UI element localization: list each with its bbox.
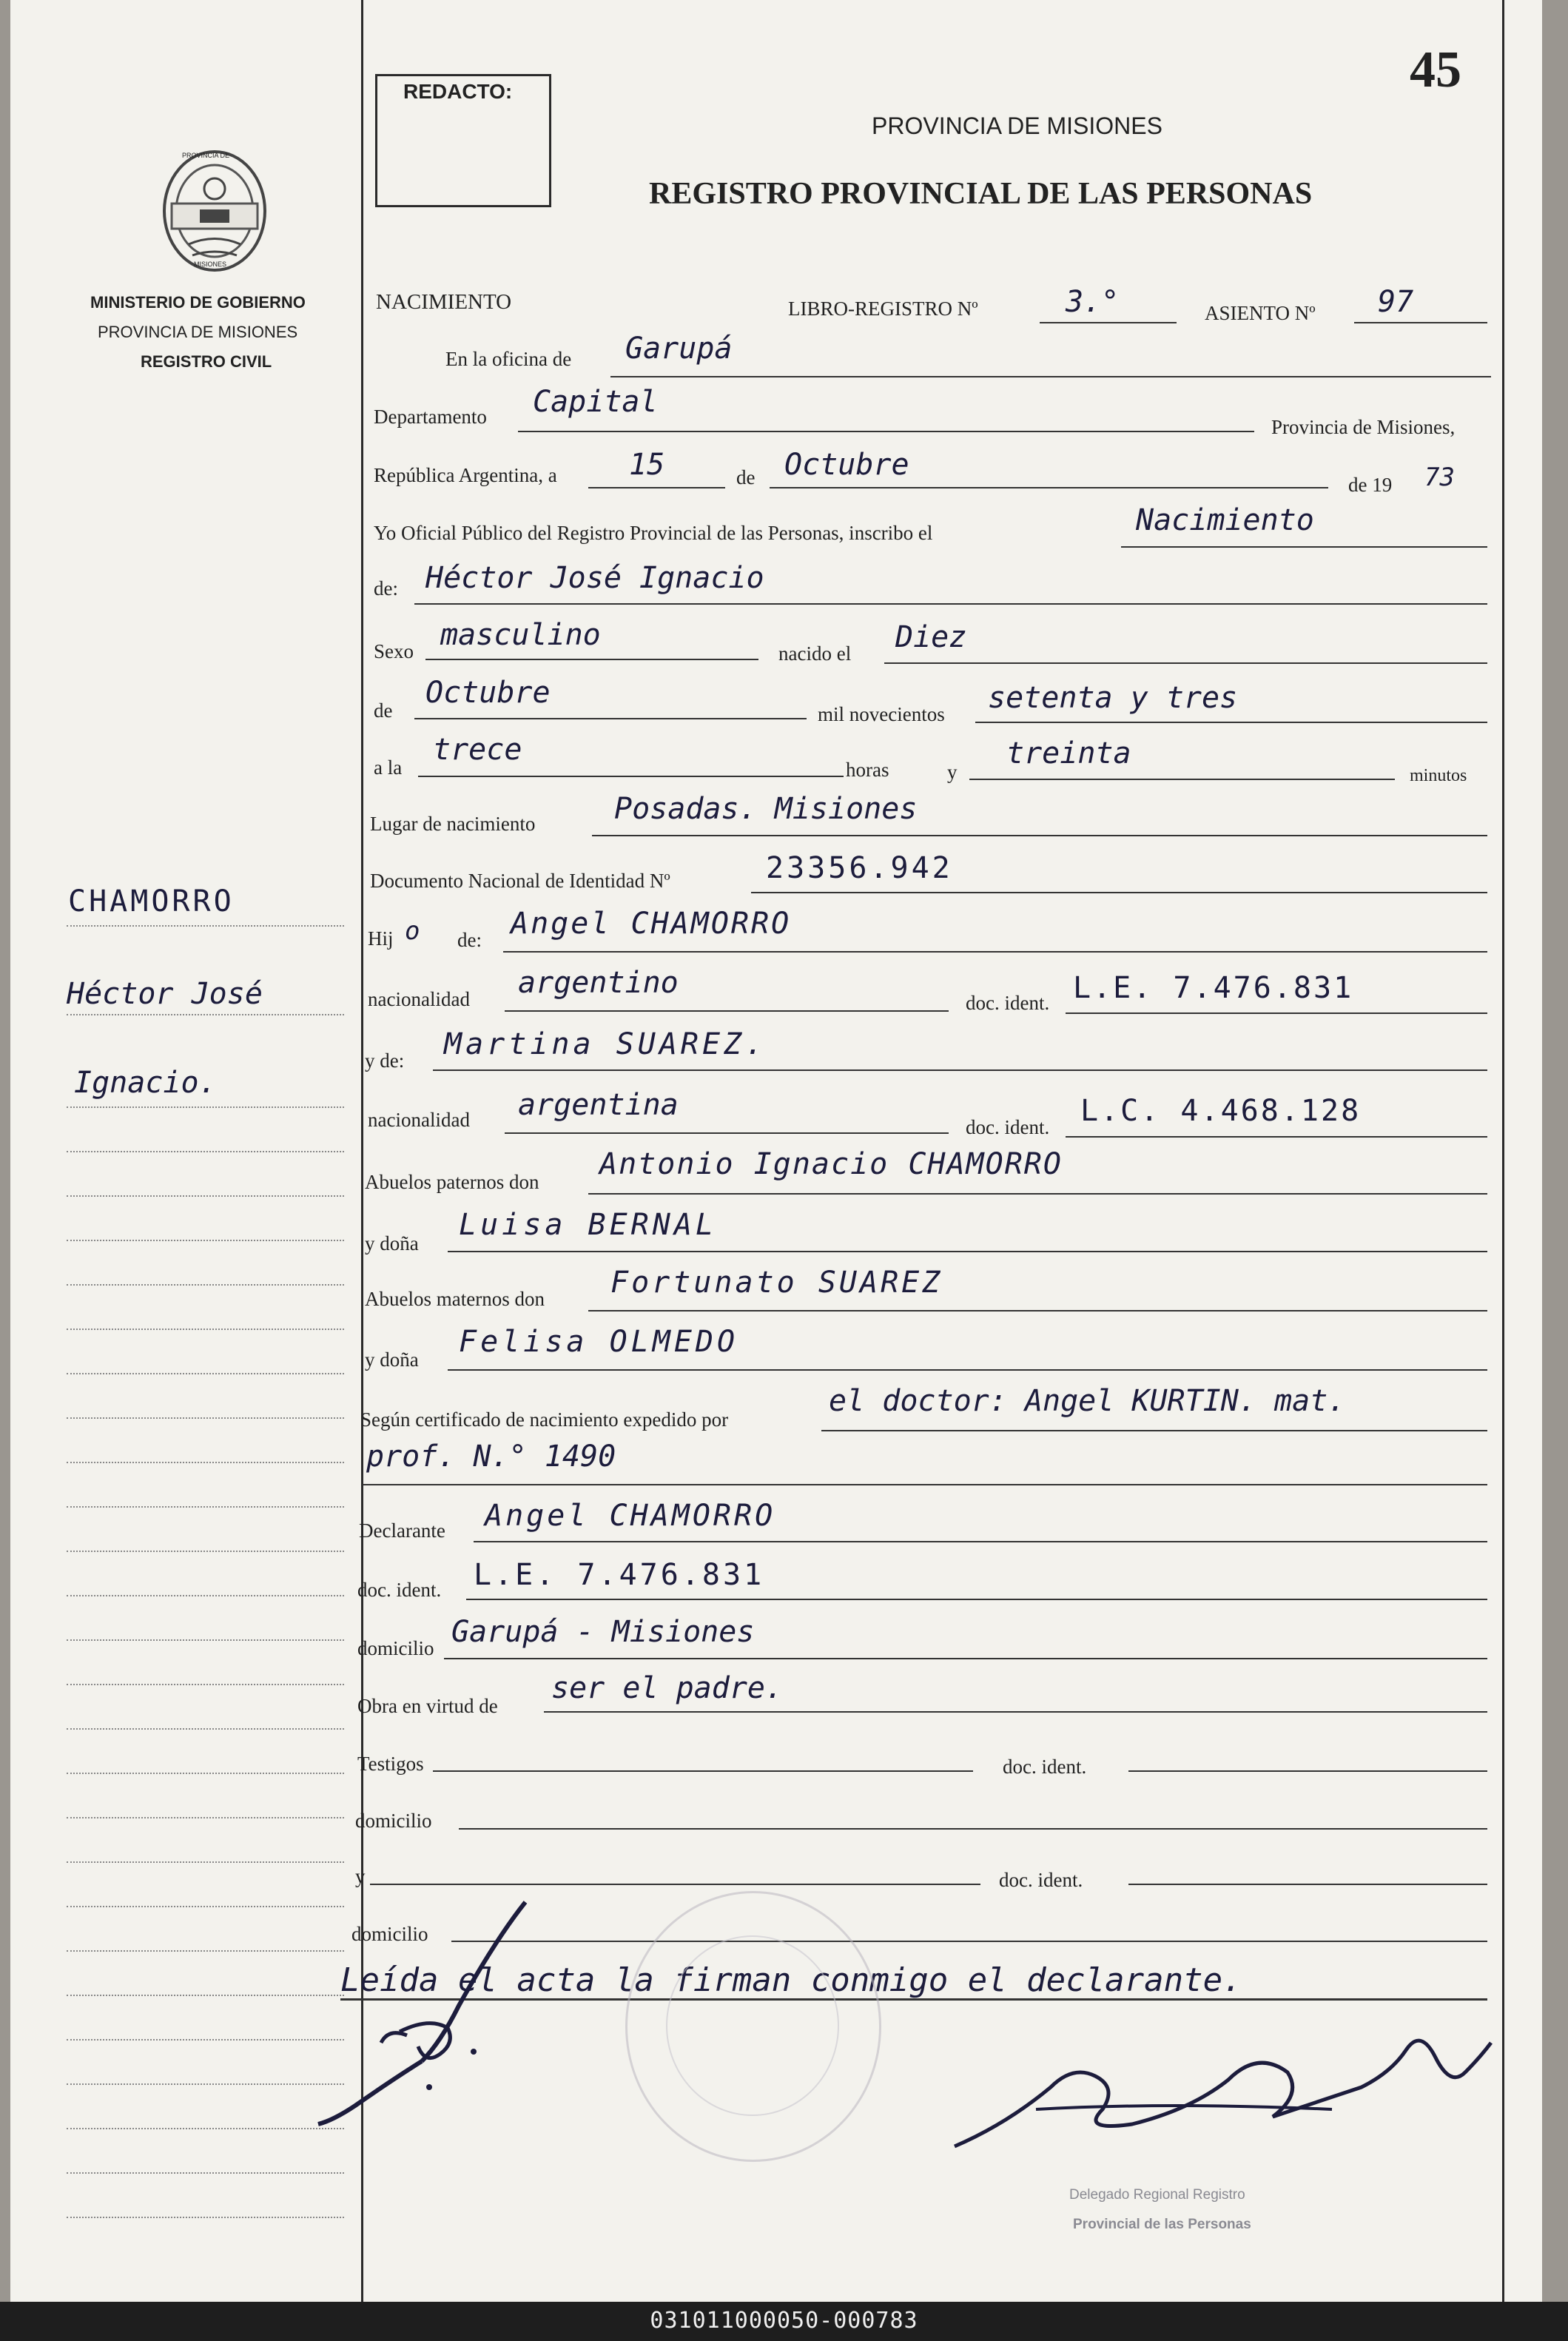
dni-underline (751, 892, 1487, 893)
nacido-anio-underline (975, 722, 1487, 723)
provincia-label: Provincia de Misiones, (1271, 416, 1456, 438)
horas-label: horas (846, 759, 889, 781)
abuelo-mat-underline (588, 1310, 1487, 1311)
margin-given1: Héctor José (67, 977, 263, 1011)
margin-rule (67, 1773, 344, 1774)
official-seal-stamp-inner (666, 1935, 839, 2116)
declarante-doc-underline (466, 1599, 1487, 1600)
margin-rule (67, 925, 344, 927)
lugar-value: Posadas. Misiones (614, 792, 918, 826)
page-number: 45 (1410, 41, 1461, 98)
madre-value: Martina SUAREZ. (444, 1027, 767, 1061)
declarante-doc-value: L.E. 7.476.831 (474, 1558, 765, 1592)
de-nombre-label: de: (374, 577, 398, 599)
nacido-mes-value: Octubre (425, 676, 551, 710)
dia-underline (588, 487, 725, 488)
hijo-label: Hij (368, 927, 394, 950)
mes-underline (770, 487, 1328, 488)
testigos-underline (433, 1770, 973, 1772)
lugar-underline (592, 835, 1487, 836)
testigo-domicilio-underline (459, 1828, 1487, 1830)
redacto-label: REDACTO: (403, 80, 513, 103)
margin-rule (67, 2083, 344, 2085)
padre-doc-value: L.E. 7.476.831 (1073, 971, 1354, 1005)
header-province: PROVINCIA DE MISIONES (872, 112, 1162, 139)
sexo-label: Sexo (374, 640, 414, 662)
seal-bottom-text: MISIONES (194, 261, 227, 268)
nacido-dia-underline (884, 662, 1487, 664)
certificado-label: Según certificado de nacimiento expedido por (360, 1408, 729, 1431)
abuelo-mat-value: Fortunato SUAREZ (610, 1266, 943, 1300)
testigos-label: Testigos (357, 1753, 424, 1775)
minutos-label: minutos (1410, 766, 1467, 785)
ala-label: a la (374, 756, 403, 779)
testigo2-doc-underline (1128, 1884, 1487, 1885)
margin-rule (67, 1684, 344, 1685)
dia-value: 15 (629, 448, 665, 482)
testigo-doc-label: doc. ident. (1003, 1756, 1087, 1778)
abuelo-pat-underline (588, 1193, 1487, 1195)
departamento-label: Departamento (374, 406, 487, 428)
margin-rule (67, 1595, 344, 1596)
asiento-label: ASIENTO Nº (1205, 302, 1316, 324)
obra-underline (544, 1711, 1487, 1713)
padre-underline (503, 951, 1487, 953)
margin-rule (67, 1950, 344, 1952)
mil-label: mil novecientos (818, 703, 945, 725)
padre-doc-underline (1066, 1012, 1487, 1014)
nombre-value: Héctor José Ignacio (425, 561, 764, 595)
asiento-value: 97 (1378, 285, 1414, 319)
margin-rule (67, 1106, 344, 1108)
margin-rule (67, 1151, 344, 1152)
anio-value: 73 (1424, 463, 1455, 492)
de2-label: de (374, 699, 393, 722)
madre-doc-underline (1066, 1136, 1487, 1138)
domicilio-value: Garupá - Misiones (451, 1615, 755, 1649)
nacido-label: nacido el (778, 642, 852, 665)
certificado-value: el doctor: Angel KURTIN. mat. (829, 1384, 1346, 1418)
nacido-anio-value: setenta y tres (988, 681, 1238, 715)
margin-rule (67, 1195, 344, 1197)
mes-value: Octubre (784, 448, 909, 482)
sexo-underline (425, 659, 758, 660)
testigo2-underline (370, 1884, 980, 1885)
padre-nac-underline (505, 1010, 949, 1012)
madre-doc-value: L.C. 4.468.128 (1080, 1094, 1362, 1128)
yde-label: y de: (365, 1049, 405, 1072)
hijo-suffix: o (405, 916, 420, 946)
domicilio-underline (444, 1658, 1487, 1659)
document-id: 031011000050-000783 (650, 2308, 918, 2334)
republica-label: República Argentina, a (374, 464, 557, 486)
seal-top-text: PROVINCIA DE (182, 152, 230, 159)
declarante-underline (474, 1541, 1487, 1542)
doc-ident-label: doc. ident. (357, 1579, 442, 1601)
y2-label: y (355, 1865, 366, 1887)
form-type: NACIMIENTO (376, 290, 512, 314)
header-registry: REGISTRO PROVINCIAL DE LAS PERSONAS (649, 177, 1313, 211)
libro-value: 3.° (1066, 285, 1120, 319)
margin-rule (67, 1417, 344, 1419)
departamento-underline (518, 431, 1254, 432)
abuela-pat-value: Luisa BERNAL (459, 1208, 717, 1242)
nacido-dia-value: Diez (895, 620, 967, 654)
sexo-value: masculino (440, 618, 601, 652)
testigo-domicilio-label: domicilio (355, 1810, 432, 1832)
oficial-label: Yo Oficial Público del Registro Provincial de las Personas, inscribo el (374, 522, 933, 544)
abuelo-pat-value: Antonio Ignacio CHAMORRO (599, 1147, 1063, 1181)
lugar-label: Lugar de nacimiento (370, 813, 536, 835)
testigo2-domicilio-underline (451, 1941, 1487, 1942)
margin-given2: Ignacio. (74, 1066, 217, 1100)
ministry-line1: MINISTERIO DE GOBIERNO (90, 293, 306, 312)
testigo-doc-underline (1128, 1770, 1487, 1772)
margin-rule (67, 1014, 344, 1015)
de-anio-label: de 19 (1348, 474, 1393, 496)
testigo2-domicilio-label: domicilio (351, 1923, 428, 1945)
padre-nac-label: nacionalidad (368, 988, 470, 1010)
abuela-pat-underline (448, 1251, 1487, 1252)
coat-of-arms-seal (155, 144, 274, 278)
dni-value: 23356.942 (766, 851, 953, 885)
inscribo-value: Nacimiento (1136, 503, 1314, 537)
margin-rule (67, 1329, 344, 1330)
padre-doc-label: doc. ident. (966, 992, 1050, 1014)
stamp-line1: Delegado Regional Registro (1069, 2187, 1245, 2203)
domicilio-label: domicilio (357, 1637, 434, 1659)
declarant-signature (311, 1895, 577, 2132)
abuela-mat-underline (448, 1369, 1487, 1371)
madre-nac-label: nacionalidad (368, 1109, 470, 1131)
testigo2-doc-label: doc. ident. (999, 1869, 1083, 1891)
libro-underline (1040, 322, 1177, 323)
margin-rule (67, 1373, 344, 1374)
margin-rule (67, 2039, 344, 2041)
de-label: de (736, 466, 756, 488)
padre-value: Angel CHAMORRO (511, 907, 792, 941)
minutos-underline (969, 779, 1395, 780)
inscribo-underline (1121, 546, 1487, 548)
nombre-underline (414, 603, 1487, 605)
margin-rule (67, 2217, 344, 2218)
official-signature (947, 1998, 1495, 2161)
madre-underline (433, 1069, 1487, 1071)
oficina-label: En la oficina de (445, 348, 572, 370)
dni-label: Documento Nacional de Identidad Nº (370, 870, 670, 892)
abuelos-pat-label: Abuelos paternos don (365, 1171, 539, 1193)
asiento-underline (1354, 322, 1487, 323)
closing-text: Leída el acta la firman conmigo el declarante. (340, 1961, 1242, 1999)
declarante-value: Angel CHAMORRO (485, 1499, 776, 1533)
madre-nac-value: argentina (518, 1088, 679, 1122)
abuela-mat-label: y doña (365, 1348, 419, 1371)
ministry-line3: REGISTRO CIVIL (141, 352, 272, 371)
margin-rule (67, 1995, 344, 1996)
margin-rule (67, 1817, 344, 1818)
margin-rule (67, 1639, 344, 1641)
margin-rule (67, 1551, 344, 1552)
ministry-line2: PROVINCIA DE MISIONES (98, 323, 298, 341)
stamp-line2: Provincial de las Personas (1073, 2217, 1251, 2232)
madre-nac-underline (505, 1132, 949, 1134)
margin-rule (67, 1906, 344, 1907)
minutos-value: treinta (1006, 736, 1131, 770)
abuela-pat-label: y doña (365, 1232, 419, 1255)
abuelos-mat-label: Abuelos maternos don (365, 1288, 545, 1310)
certificado-value-2: prof. N.° 1490 (366, 1440, 616, 1474)
oficina-underline (610, 376, 1491, 377)
padre-nac-value: argentino (518, 966, 679, 1000)
obra-value: ser el padre. (551, 1671, 784, 1705)
hora-value: trece (433, 733, 522, 767)
y-label: y (947, 761, 958, 783)
right-border-rule (1502, 0, 1504, 2302)
margin-rule (67, 1462, 344, 1463)
margin-rule (67, 1284, 344, 1286)
departamento-value: Capital (533, 385, 658, 419)
obra-label: Obra en virtud de (357, 1695, 498, 1717)
margin-rule (67, 2128, 344, 2129)
declarante-label: Declarante (359, 1519, 445, 1542)
margin-rule (67, 1728, 344, 1730)
margin-rule (67, 1506, 344, 1508)
margin-rule (67, 1861, 344, 1863)
libro-label: LIBRO-REGISTRO Nº (788, 298, 978, 320)
madre-doc-label: doc. ident. (966, 1116, 1050, 1138)
margin-rule (67, 1240, 344, 1241)
margin-rule (67, 2172, 344, 2174)
margin-surname: CHAMORRO (68, 884, 235, 918)
certificado-underline (821, 1430, 1487, 1431)
abuela-mat-value: Felisa OLMEDO (459, 1325, 739, 1359)
certificado-underline-2 (363, 1484, 1487, 1485)
hora-underline (418, 776, 844, 777)
oficina-value: Garupá (625, 332, 733, 366)
hijo-de-label: de: (457, 929, 482, 951)
nacido-mes-underline (414, 718, 807, 719)
